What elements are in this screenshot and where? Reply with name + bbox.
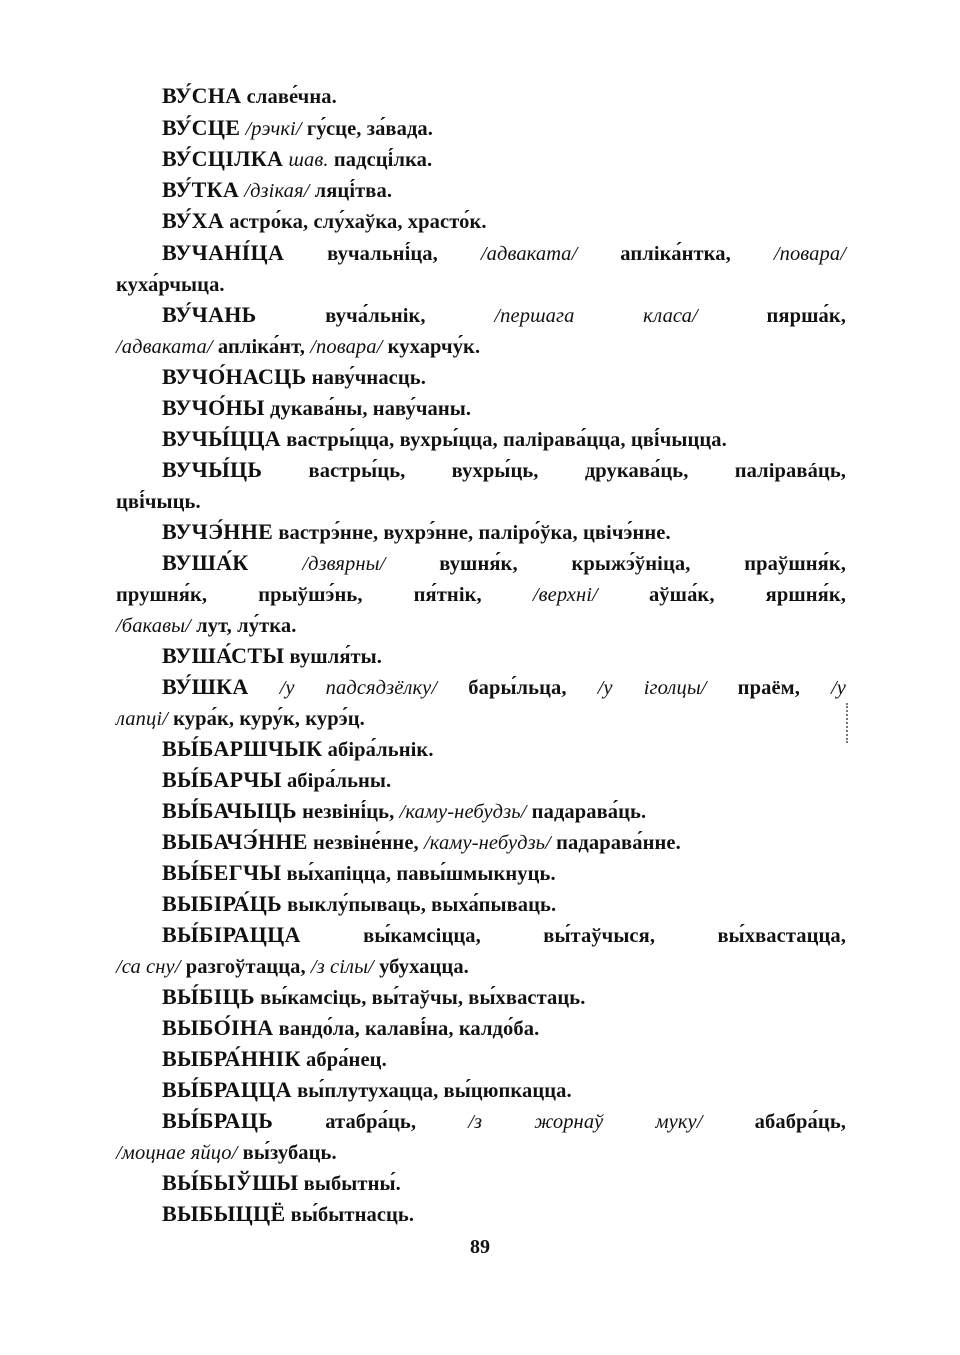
usage-note: /адвакатa/	[480, 243, 578, 265]
headword: ВЫБРА́ННІК	[162, 1046, 301, 1071]
entry-line	[162, 642, 846, 671]
entry-continuation-line	[116, 952, 846, 981]
headword: ВУ́ТКА	[162, 177, 240, 202]
definition: бары́льца,	[437, 677, 598, 699]
definition: вы́камсіць, вы́таўчы, вы́хвастаць.	[254, 987, 586, 1009]
definition: вы́зубаць.	[237, 1142, 337, 1164]
definition: праём,	[706, 677, 831, 699]
entry-continuation-line	[116, 704, 846, 733]
scan-artifact	[846, 703, 854, 743]
definition: славе́чна.	[241, 86, 337, 108]
definition: падарава́ць.	[526, 801, 647, 823]
entry-line	[162, 859, 846, 888]
definition: атабра́ць,	[273, 1111, 469, 1133]
definition: куха́рчыца.	[116, 274, 225, 296]
usage-note: лапці/	[116, 708, 168, 730]
headword: ВУ́СЦЕ	[162, 115, 241, 140]
usage-note: /моцнае яйцо/	[116, 1142, 238, 1164]
headword: ВЫ́БІРАЦЦА	[162, 922, 301, 947]
definition: вастры́ць, вухры́ць, друкава́ць, паліравáць,	[262, 460, 846, 482]
headword: ВУЧО́НАСЦЬ	[162, 364, 307, 389]
headword: ВУЧЫ́ЦЦА	[162, 426, 281, 451]
entry-line	[162, 425, 846, 454]
headword: ВЫБАЧЭ́ННЕ	[162, 829, 308, 854]
definition: апліка́нтка,	[577, 243, 774, 265]
definition: вастрэ́нне, вухрэ́нне, паліро́ўка, цвічэ́нне.	[273, 522, 671, 544]
definition: кура́к, куру́к, курэ́ц.	[167, 708, 365, 730]
headword: ВУ́ХА	[162, 208, 225, 233]
definition: абіра́льны.	[281, 770, 392, 792]
definition: выклу́пываць, выха́пываць.	[281, 894, 557, 916]
entry-line	[162, 921, 846, 950]
definition: вушля́ты.	[284, 646, 383, 668]
entry-line	[162, 1169, 846, 1198]
entry-line	[162, 735, 846, 764]
definition: кухарчу́к.	[382, 336, 481, 358]
definition: незвіне́нне,	[307, 832, 424, 854]
entry-line	[162, 797, 846, 826]
headword: ВЫБЫЦЦЁ	[162, 1201, 286, 1226]
headword: ВУ́ШКА	[162, 674, 249, 699]
definition: пярша́к,	[697, 305, 846, 327]
usage-note: /адваката/	[116, 336, 213, 358]
entry-continuation-line	[116, 1138, 846, 1167]
definition: аўша́к, яршня́к,	[597, 584, 846, 606]
usage-note: /у іголцы/	[597, 677, 707, 699]
definition: вастры́цца, вухры́цца, палірава́цца, цві́чыцца.	[281, 429, 727, 451]
entry-line	[162, 983, 846, 1012]
usage-note: /першага класа/	[494, 305, 698, 327]
usage-note: шав.	[283, 149, 329, 171]
headword: ВУША́СТЫ	[162, 643, 285, 668]
definition: разгоўтацца,	[180, 956, 311, 978]
definition: вуча́льнік,	[256, 305, 495, 327]
entry-line	[162, 1045, 846, 1074]
usage-note: /дзвярны/	[248, 553, 386, 575]
headword: ВУ́ЧАНЬ	[162, 302, 257, 327]
headword: ВЫ́БЫЎШЫ	[162, 1170, 299, 1195]
definition: незвіні́ць,	[296, 801, 400, 823]
entry-line	[162, 549, 846, 578]
page-number: 89	[470, 1236, 490, 1258]
entry-line	[162, 890, 846, 919]
headword: ВЫ́БЕГЧЫ	[162, 860, 282, 885]
usage-note: /са сну/	[116, 956, 181, 978]
headword: ВУ́СЦІЛКА	[162, 146, 284, 171]
headword: ВЫ́БАРЧЫ	[162, 767, 282, 792]
usage-note: /бакавы/	[116, 615, 191, 637]
definition: ляці́тва.	[309, 180, 393, 202]
definition: вушня́к, крыжэ́ўніца, праўшня́к,	[385, 553, 846, 575]
entry-line	[162, 828, 846, 857]
usage-note: /каму-небудзь/	[399, 801, 527, 823]
usage-note: /дзікая/	[239, 180, 310, 202]
entry-line	[162, 673, 846, 702]
headword: ВЫ́БРАЦЦА	[162, 1077, 292, 1102]
definition: лут, лу́тка.	[190, 615, 297, 637]
headword: ВЫ́БРАЦЬ	[162, 1108, 274, 1133]
entry-line	[162, 518, 846, 547]
usage-note: /з жорнаў муку/	[468, 1111, 703, 1133]
entry-line	[162, 1107, 846, 1136]
entry-line	[162, 1200, 846, 1229]
entry-line	[162, 239, 846, 268]
entry-line	[162, 176, 846, 205]
headword: ВУЧО́НЫ	[162, 395, 265, 420]
entry-line	[162, 394, 846, 423]
usage-note: /каму-небудзь/	[423, 832, 551, 854]
headword: ВЫ́БІЦЬ	[162, 984, 255, 1009]
definition: вандо́ла, калаві́на, калдо́ба.	[273, 1018, 540, 1040]
definition: абіра́льнік.	[322, 739, 434, 761]
definition: дукава́ны, наву́чаны.	[264, 398, 472, 420]
usage-note: /з сілы/	[310, 956, 374, 978]
usage-note: /у падсядзёлку/	[248, 677, 438, 699]
usage-note: /повара/	[310, 336, 383, 358]
entry-line	[162, 766, 846, 795]
entry-continuation-line	[116, 332, 846, 361]
entry-line	[162, 363, 846, 392]
entry-line	[162, 207, 846, 236]
definition: вы́бытнасць.	[285, 1204, 415, 1226]
headword: ВУЧАНІ́ЦА	[162, 240, 285, 265]
definition: наву́чнасць.	[306, 367, 426, 389]
entry-continuation-line	[116, 270, 846, 299]
entry-line	[162, 1014, 846, 1043]
headword: ВЫ́БАРШЧЫК	[162, 736, 323, 761]
entry-line	[162, 82, 846, 111]
headword: ВУЧЫ́ЦЬ	[162, 457, 263, 482]
entry-continuation-line	[116, 580, 846, 609]
entry-continuation-line	[116, 611, 846, 640]
definition: вы́плутухацца, вы́цюпкацца.	[291, 1080, 572, 1102]
definition: выбытны́.	[298, 1173, 401, 1195]
definition: падарава́нне.	[550, 832, 681, 854]
headword: ВУЧЭ́ННЕ	[162, 519, 274, 544]
usage-note: /рэчкі/	[240, 118, 302, 140]
headword: ВУША́К	[162, 550, 249, 575]
entry-line	[162, 145, 846, 174]
entry-continuation-line	[116, 487, 846, 516]
definition: вучальні́ца,	[284, 243, 481, 265]
usage-note: /у	[831, 677, 846, 699]
definition: цві́чыць.	[116, 491, 201, 513]
definition: апліка́нт,	[212, 336, 311, 358]
headword: ВУ́СНА	[162, 83, 242, 108]
headword: ВЫБІРА́ЦЬ	[162, 891, 282, 916]
definition: падсці́лка.	[328, 149, 433, 171]
entry-line	[162, 1076, 846, 1105]
headword: ВЫ́БАЧЫЦЬ	[162, 798, 297, 823]
definition: вы́камсіцца, вы́таўчыся, вы́хвастацца,	[300, 925, 846, 947]
usage-note: /повара/	[773, 243, 847, 265]
entry-line	[162, 114, 846, 143]
definition: гу́сце, за́вада.	[301, 118, 433, 140]
definition: вы́хапіцца, павы́шмыкнуць.	[281, 863, 556, 885]
definition: убухацца.	[373, 956, 469, 978]
definition: астро́ка, слу́хаўка, храсто́к.	[224, 211, 487, 233]
headword: ВЫБО́ІНА	[162, 1015, 274, 1040]
entry-line	[162, 301, 846, 330]
definition: абабра́ць,	[702, 1111, 846, 1133]
definition: абра́нец.	[300, 1049, 387, 1071]
definition: прушня́к, прыўшэ́нь, пя́тнік,	[116, 584, 533, 606]
entry-line	[162, 456, 846, 485]
usage-note: /верхні/	[532, 584, 598, 606]
